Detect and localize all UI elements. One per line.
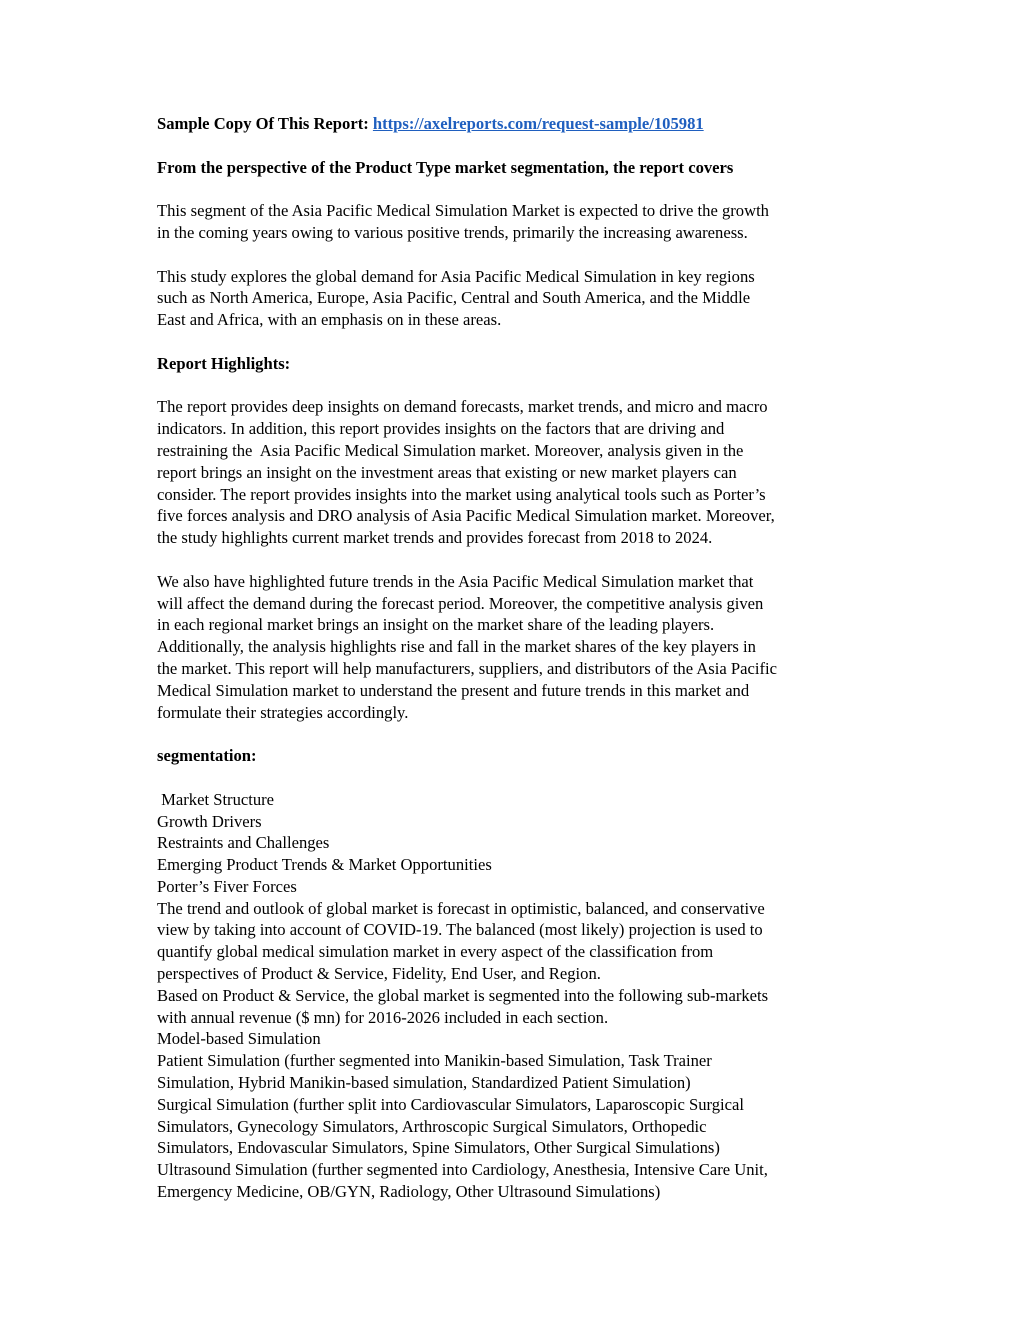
paragraph-line: Additionally, the analysis highlights rise and fall in the market shares of the key players in — [157, 637, 756, 657]
paragraph-line: such as North America, Europe, Asia Pacific, Central and South America, and the Middle — [157, 288, 751, 308]
product-type-heading: From the perspective of the Product Type market segmentation, the report covers — [157, 157, 734, 177]
paragraph-line: consider. The report provides insights into the market using analytical tools such as Porter’s — [157, 484, 766, 504]
paragraph-line: in each regional market brings an insight on the market share of the leading players. — [157, 615, 715, 635]
list-item: Simulators, Gynecology Simulators, Arthroscopic Surgical Simulators, Orthopedic — [157, 1116, 707, 1136]
paragraph-line: report brings an insight on the investment areas that existing or new market players can — [157, 462, 737, 482]
list-item: The trend and outlook of global market is forecast in optimistic, balanced, and conservative — [157, 898, 765, 918]
segment-paragraph — [157, 200, 869, 244]
list-item: Emergency Medicine, OB/GYN, Radiology, Other Ultrasound Simulations) — [157, 1182, 661, 1202]
spacer — [157, 178, 869, 200]
list-item: Ultrasound Simulation (further segmented into Cardiology, Anesthesia, Intensive Care Unit, — [157, 1160, 768, 1180]
spacer — [157, 723, 869, 745]
report-highlights-heading: Report Highlights: — [157, 353, 291, 373]
sample-copy-label: Sample Copy Of This Report: — [157, 114, 369, 133]
list-item: view by taking into account of COVID-19. The balanced (most likely) projection is used to — [157, 920, 763, 940]
segmentation-heading: segmentation: — [157, 746, 257, 766]
list-item: Growth Drivers — [157, 811, 262, 831]
paragraph-line: the study highlights current market trends and provides forecast from 2018 to 2024. — [157, 528, 713, 548]
document-page — [157, 113, 869, 1203]
list-item: quantify global medical simulation market in every aspect of the classification from — [157, 942, 714, 962]
paragraph-line: five forces analysis and DRO analysis of Asia Pacific Medical Simulation market. Moreover, — [157, 506, 775, 526]
list-item: Simulation, Hybrid Manikin-based simulation, Standardized Patient Simulation) — [157, 1073, 691, 1093]
spacer — [157, 767, 869, 789]
paragraph-line: East and Africa, with an emphasis on in these areas. — [157, 310, 502, 330]
paragraph-line: in the coming years owing to various positive trends, primarily the increasing awareness. — [157, 222, 748, 242]
sample-copy-line — [157, 113, 869, 135]
study-paragraph — [157, 266, 869, 331]
sample-request-link[interactable]: https://axelreports.com/request-sample/105981 — [372, 114, 704, 133]
paragraph-line: formulate their strategies accordingly. — [157, 702, 409, 722]
paragraph-line: The report provides deep insights on demand forecasts, market trends, and micro and macro — [157, 397, 768, 417]
paragraph-line: indicators. In addition, this report provides insights on the factors that are driving and — [157, 419, 725, 439]
list-item: Simulators, Endovascular Simulators, Spine Simulators, Other Surgical Simulations) — [157, 1138, 720, 1158]
list-item: Patient Simulation (further segmented into Manikin-based Simulation, Task Trainer — [157, 1051, 712, 1071]
spacer — [157, 549, 869, 571]
list-item: Market Structure — [157, 789, 275, 809]
list-item: Porter’s Fiver Forces — [157, 876, 297, 896]
list-item: Based on Product & Service, the global market is segmented into the following sub-markets — [157, 985, 769, 1005]
paragraph-line: Medical Simulation market to understand the present and future trends in this market and — [157, 680, 750, 700]
segmentation-list — [157, 789, 869, 1203]
future-trends-paragraph — [157, 571, 869, 724]
spacer — [157, 135, 869, 157]
list-item: perspectives of Product & Service, Fidelity, End User, and Region. — [157, 964, 601, 984]
list-item: with annual revenue ($ mn) for 2016-2026 included in each section. — [157, 1007, 609, 1027]
spacer — [157, 331, 869, 353]
list-item: Emerging Product Trends & Market Opportunities — [157, 855, 492, 875]
list-item: Model-based Simulation — [157, 1029, 321, 1049]
paragraph-line: This study explores the global demand for Asia Pacific Medical Simulation in key regions — [157, 266, 755, 286]
highlights-paragraph — [157, 396, 869, 549]
spacer — [157, 375, 869, 397]
list-item: Restraints and Challenges — [157, 833, 330, 853]
paragraph-line: the market. This report will help manufacturers, suppliers, and distributors of the Asia Pacific — [157, 658, 777, 678]
paragraph-line: will affect the demand during the forecast period. Moreover, the competitive analysis given — [157, 593, 764, 613]
paragraph-line: restraining the Asia Pacific Medical Simulation market. Moreover, analysis given in the — [157, 440, 744, 460]
spacer — [157, 244, 869, 266]
paragraph-line: We also have highlighted future trends in the Asia Pacific Medical Simulation market that — [157, 571, 754, 591]
list-item: Surgical Simulation (further split into Cardiovascular Simulators, Laparoscopic Surgical — [157, 1094, 744, 1114]
paragraph-line: This segment of the Asia Pacific Medical Simulation Market is expected to drive the growth — [157, 201, 769, 221]
